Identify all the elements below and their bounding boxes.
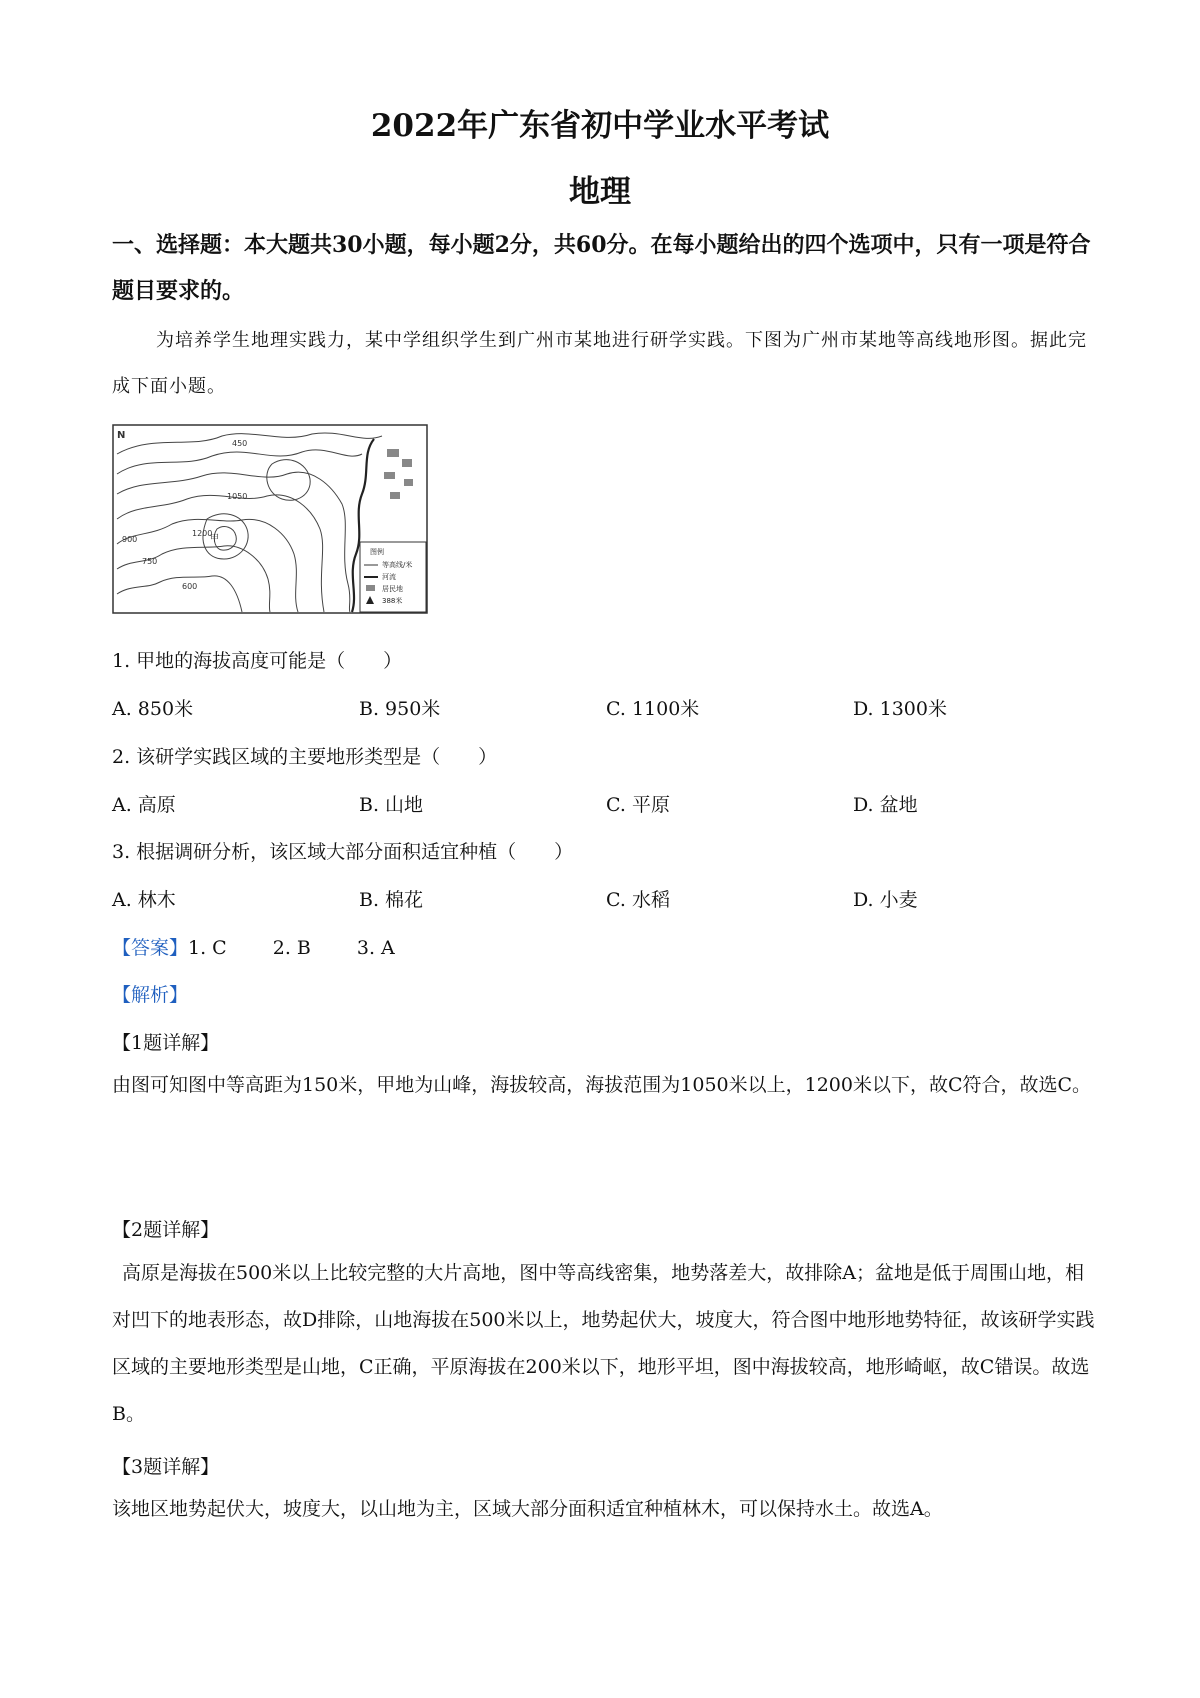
detail-1-heading: 【1题详解】	[112, 1032, 220, 1054]
answer-value: 3. A	[356, 937, 395, 959]
q1-option-c: C. 1100米	[606, 698, 700, 720]
answer-value: 2. B	[272, 937, 311, 959]
subject-title: 地理	[569, 174, 631, 210]
legend-item: 等高线/米	[382, 561, 413, 569]
q2-option-b: B. 山地	[359, 794, 424, 816]
exam-title: 2022年广东省初中学业水平考试	[370, 108, 830, 144]
q2-option-a: A. 高原	[112, 794, 176, 816]
map-legend	[360, 542, 426, 612]
question-3-stem: 3. 根据调研分析，该区域大部分面积适宜种植（ ）	[112, 841, 574, 863]
detail-1-text: 由图可知图中等高距为150米，甲地为山峰，海拔较高，海拔范围为1050米以上，1200米以下，故C符合，故选C。	[112, 1074, 1092, 1096]
q1-option-b: B. 950米	[359, 698, 441, 720]
contour-label: 1050	[227, 492, 248, 501]
q1-option-d: D. 1300米	[853, 698, 947, 720]
question-1-stem: 1. 甲地的海拔高度可能是（ ）	[112, 650, 403, 672]
q3-option-a: A. 林木	[112, 889, 176, 911]
q2-option-d: D. 盆地	[853, 794, 918, 816]
north-arrow-icon: N	[117, 430, 126, 441]
detail-2-text: 高原是海拔在500米以上比较完整的大片高地，图中等高线密集，地势落差大，故排除A；盆地是低于周围山地，相对凹下的地表形态，故D排除，山地海拔在500米以上，地势起伏大，坡度大，符合图中地形地势特征，故该研学实践区域的主要地形类型是山地，C正确，平原海拔在200米以下，地形平坦，图中海拔较高，地形崎岖，故C错误。故选B。	[112, 1262, 1095, 1425]
contour-label: 1200	[192, 529, 213, 538]
legend-title: 图例	[370, 548, 384, 556]
contour-map	[112, 424, 428, 614]
section-heading: 一、选择题：本大题共30小题，每小题2分，共60分。在每小题给出的四个选项中，只有一项是符合题目要求的。	[112, 232, 1091, 304]
detail-3-text: 该地区地势起伏大，坡度大，以山地为主，区域大部分面积适宜种植林木，可以保持水土。故选A。	[112, 1498, 943, 1520]
q3-option-b: B. 棉花	[359, 889, 424, 911]
legend-item: 居民地	[382, 585, 403, 593]
question-2-stem: 2. 该研学实践区域的主要地形类型是（ ）	[112, 746, 498, 768]
answer-row	[112, 933, 395, 960]
q2-option-c: C. 平原	[606, 794, 670, 816]
q1-option-a: A. 850米	[112, 698, 194, 720]
contour-label: 600	[182, 582, 198, 591]
answer-label: 【答案】	[112, 937, 189, 959]
marker-jia: 甲	[210, 534, 220, 544]
legend-item: 河流	[382, 573, 396, 581]
question-intro: 为培养学生地理实践力，某中学组织学生到广州市某地进行研学实践。下图为广州市某地等高线地形图。据此完成下面小题。	[112, 330, 1087, 397]
q3-option-c: C. 水稻	[606, 889, 670, 911]
contour-label: 750	[142, 557, 158, 566]
detail-3-heading: 【3题详解】	[112, 1456, 220, 1478]
legend-item: 388米	[382, 597, 403, 605]
q3-option-d: D. 小麦	[853, 889, 918, 911]
detail-2-heading: 【2题详解】	[112, 1219, 220, 1241]
contour-label: 900	[122, 535, 138, 544]
analysis-label: 【解析】	[112, 984, 189, 1006]
answer-value: 1. C	[188, 937, 227, 959]
contour-label: 450	[232, 439, 248, 448]
